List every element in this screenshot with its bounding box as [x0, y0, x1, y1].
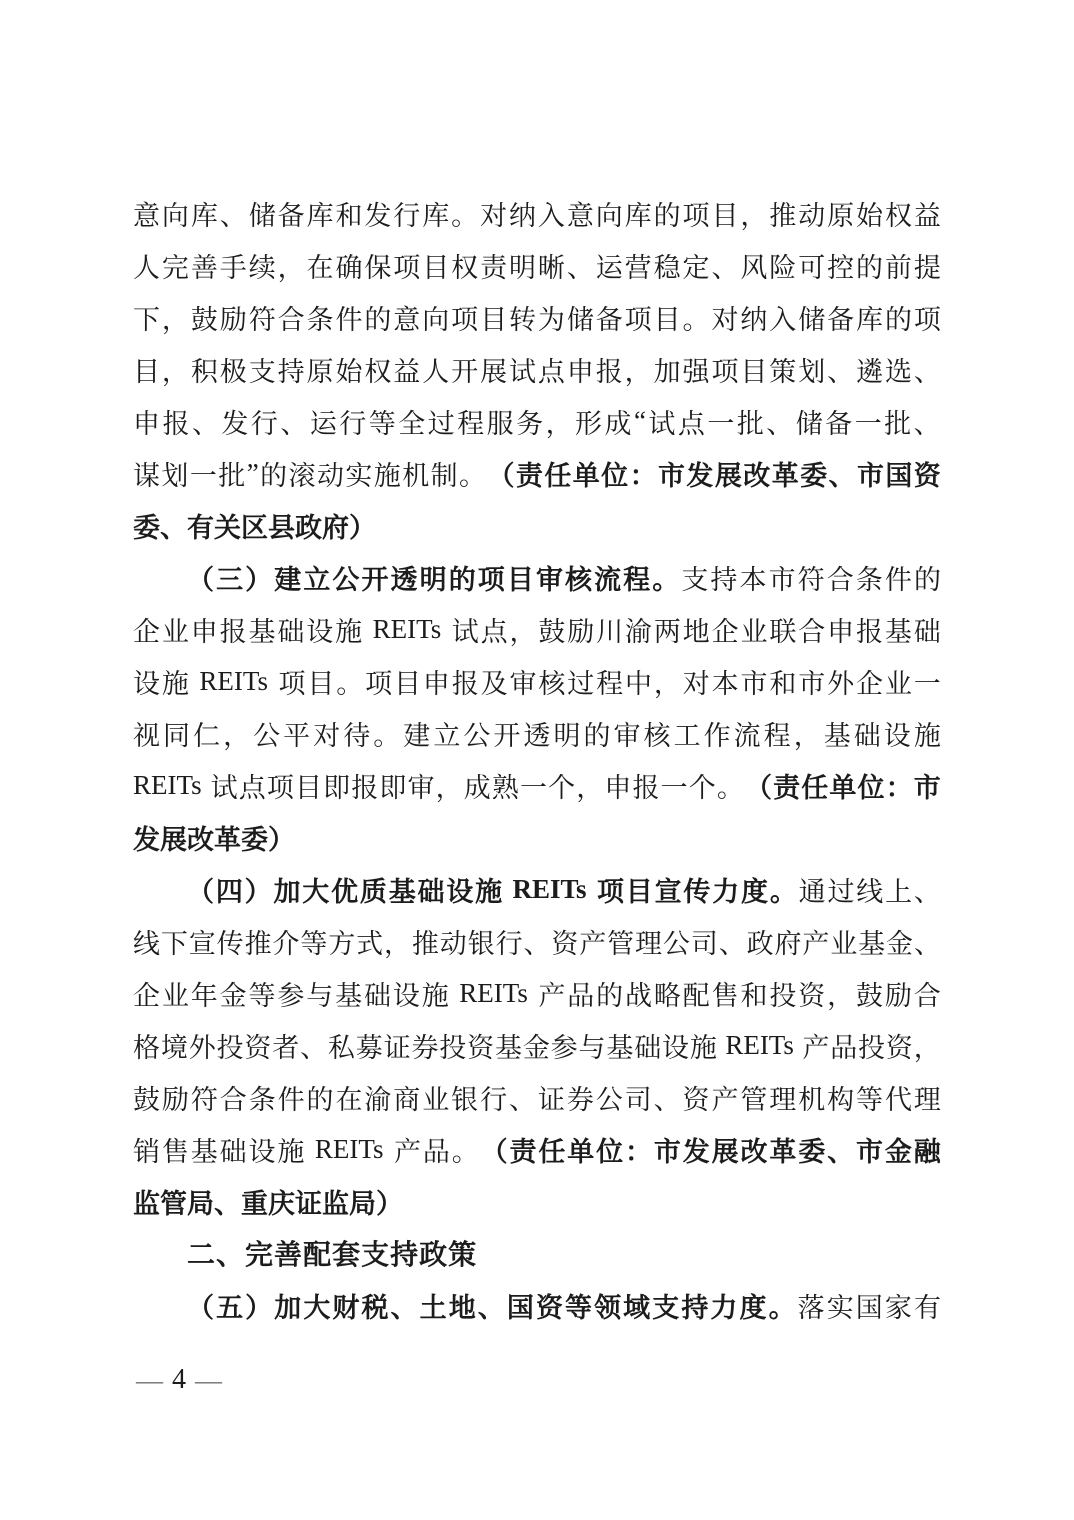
- text-line: （ 三 ） 建 立 公 开 透 明 的 项 目 审 核 流 程 。 支 持 本 市 符 合 条 件 的: [187, 564, 941, 595]
- text-line: 发 展 改 革 委 ）: [133, 824, 295, 855]
- text-line: 视 同 仁 ， 公 平 对 待 。 建 立 公 开 透 明 的 审 核 工 作 流 程 ， 基 础 设 施: [133, 720, 941, 751]
- text-line: （ 四 ） 加 大 优 质 基 础 设 施 REITs 项 目 宣 传 力 度 。 通 过 线 上 、: [187, 873, 941, 907]
- text-line: 监 管 局 、 重 庆 证 监 局 ）: [133, 1188, 403, 1219]
- page-number: [136, 1364, 222, 1396]
- text-line: 人 完 善 手 续 ， 在 确 保 项 目 权 责 明 晰 、 运 营 稳 定 、 风 险 可 控 的 前 提: [133, 252, 941, 283]
- text-line: 销 售 基 础 设 施 REITs 产 品 。 （ 责 任 单 位 ： 市 发 展 改 革 委 、 市 金 融: [133, 1133, 941, 1167]
- page-number-dash-right: —: [195, 1364, 222, 1395]
- text-line: 格 境 外 投 资 者 、 私 募 证 券 投 资 基 金 参 与 基 础 设 施 REITs 产 品 投 资 ，: [133, 1029, 941, 1063]
- text-line: REITs 试 点 项 目 即 报 即 审 ， 成 熟 一 个 ， 申 报 一 个 。 （ 责 任 单 位 ： 市: [133, 769, 941, 803]
- text-line: 鼓 励 符 合 条 件 的 在 渝 商 业 银 行 、 证 券 公 司 、 资 产 管 理 机 构 等 代 理: [133, 1084, 941, 1115]
- text-line: （ 五 ） 加 大 财 税 、 土 地 、 国 资 等 领 域 支 持 力 度 。 落 实 国 家 有: [187, 1292, 941, 1323]
- text-line: 线 下 宣 传 推 介 等 方 式 ， 推 动 银 行 、 资 产 管 理 公 司 、 政 府 产 业 基 金 、: [133, 928, 941, 959]
- text-line: 委 、 有 关 区 县 政 府 ）: [133, 512, 376, 543]
- text-line: 意 向 库 、 储 备 库 和 发 行 库 。 对 纳 入 意 向 库 的 项 目 ， 推 动 原 始 权 益: [133, 200, 941, 231]
- text-line: 二 、 完 善 配 套 支 持 政 策: [187, 1239, 478, 1270]
- page-number-value: 4: [172, 1364, 186, 1395]
- text-line: 设 施 REITs 项 目 。 项 目 申 报 及 审 核 过 程 中 ， 对 本 市 和 市 外 企 业 一: [133, 665, 941, 699]
- text-line: 企 业 申 报 基 础 设 施 REITs 试 点 ， 鼓 励 川 渝 两 地 企 业 联 合 申 报 基 础: [133, 613, 941, 647]
- text-line: 申 报 、 发 行 、 运 行 等 全 过 程 服 务 ， 形 成 “ 试 点 一 批 、 储 备 一 批 、: [133, 405, 941, 439]
- text-line: 下 ， 鼓 励 符 合 条 件 的 意 向 项 目 转 为 储 备 项 目 。 对 纳 入 储 备 库 的 项: [133, 304, 941, 335]
- text-line: 谋 划 一 批 ” 的 滚 动 实 施 机 制 。 （ 责 任 单 位 ： 市 发 展 改 革 委 、 市 国 资: [133, 457, 941, 491]
- text-line: 目 ， 积 极 支 持 原 始 权 益 人 开 展 试 点 申 报 ， 加 强 项 目 策 划 、 遴 选 、: [133, 356, 941, 387]
- page-number-dash-left: —: [136, 1364, 163, 1395]
- document-body: [133, 187, 941, 1331]
- text-line: 企 业 年 金 等 参 与 基 础 设 施 REITs 产 品 的 战 略 配 售 和 投 资 ， 鼓 励 合: [133, 977, 941, 1011]
